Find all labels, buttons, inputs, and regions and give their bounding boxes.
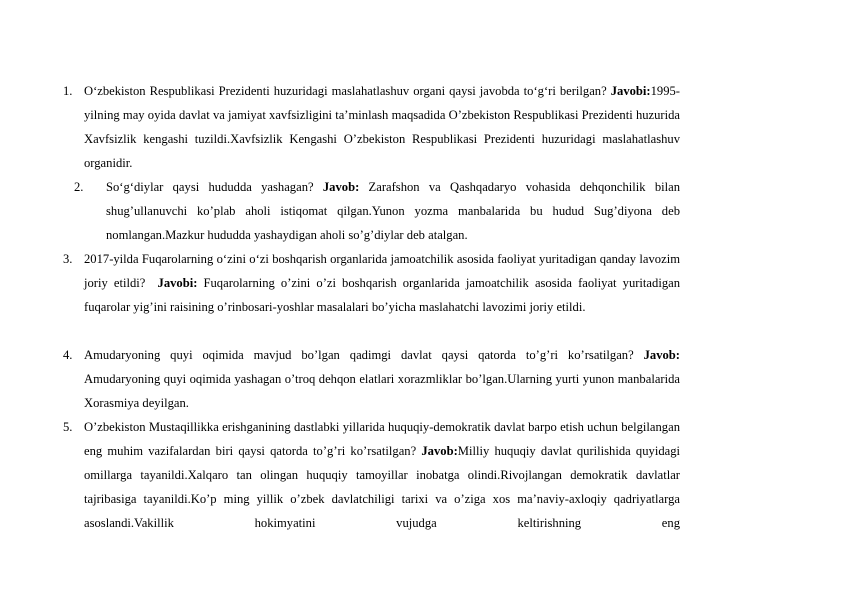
answer-label: Javobi: xyxy=(157,276,198,290)
list-item xyxy=(63,415,681,535)
list-item xyxy=(63,79,680,175)
item-question: So‘g‘diylar qaysi hududda yashagan? xyxy=(106,180,314,194)
item-number: 2. xyxy=(74,180,84,194)
list-item xyxy=(63,247,680,319)
list-item xyxy=(63,343,680,415)
answer-label: Javobi: xyxy=(610,84,651,98)
item-number: 3. xyxy=(63,252,73,266)
item-number: 4. xyxy=(63,348,73,362)
item-question: Amudaryoning quyi oqimida mavjud bo’lgan qadimgi davlat qaysi qatorda to’g’ri ko’rsatilgan? xyxy=(84,348,634,362)
list-item xyxy=(74,175,680,247)
item-answer: Fuqarolarning o’zini o’zi boshqarish organlarida jamoatchilik asosida faoliyat yuritadigan fuqarolar yig’ini raisining o’rinbosari-yoshlar masalalari bo’yicha maslahatchi lavozimi joriy etildi. xyxy=(84,276,680,314)
item-answer: 1995-yilning may oyida davlat va jamiyat xavfsizligini ta’minlash maqsadida O’zbekiston Respublikasi Prezidenti huzurida Xavfsizlik kengashi tuzildi.Xavfsizlik Kengashi O’zbekiston Respublikasi Prezidenti huzuridagi maslahatlashuv organidir. xyxy=(84,84,680,170)
item-answer: Milliy huquqiy davlat qurilishida quyidagi omillarga tayanildi.Xalqaro tan olingan huquqiy tamoyillar inobatga olindi.Rivojlangan demokratik davlatlar tajribasiga tayanildi.Ko’p ming yillik o’zbek davlatchiligi tarixi va o’ziga xos ma’naviy-axloqiy qadriyatlarga asoslandi.Vakillik hokimyatini vujudga keltirishning eng xyxy=(84,444,681,530)
item-number: 5. xyxy=(63,420,73,434)
item-answer: Amudaryoning quyi oqimida yashagan o’troq dehqon elatlari xorazmliklar bo’lgan.Ularning yurti yunon manbalarida Xorasmiya deyilgan. xyxy=(84,372,680,410)
answer-label: Javob: xyxy=(643,348,680,362)
item-answer: Zarafshon va Qashqadaryo vohasida dehqonchilik bilan shug’ullanuvchi ko’plab aholi istiqomat qilgan.Yunon yozma manbalarida bu hudud Sug’diyona deb nomlangan.Mazkur hududda yashaydigan aholi so’g’diylar deb atalgan. xyxy=(106,180,680,242)
item-question: O’zbekiston Mustaqillikka erishganining dastlabki yillarida huquqiy-demokratik davlat barpo etish uchun belgilangan eng muhim vazifalardan biri qaysi qatorda to’g’ri ko’rsatilgan? xyxy=(84,420,680,458)
item-number: 1. xyxy=(63,84,73,98)
answer-label: Javob: xyxy=(421,444,458,458)
answer-label: Javob: xyxy=(322,180,360,194)
item-question: O‘zbekiston Respublikasi Prezidenti huzuridagi maslahatlashuv organi qaysi javobda to‘g‘ri berilgan? xyxy=(84,84,607,98)
item-question: 2017-yilda Fuqarolarning o‘zini o‘zi boshqarish organlarida jamoatchilik asosida faoliyat yuritadigan qanday lavozim joriy etildi? xyxy=(84,252,680,290)
